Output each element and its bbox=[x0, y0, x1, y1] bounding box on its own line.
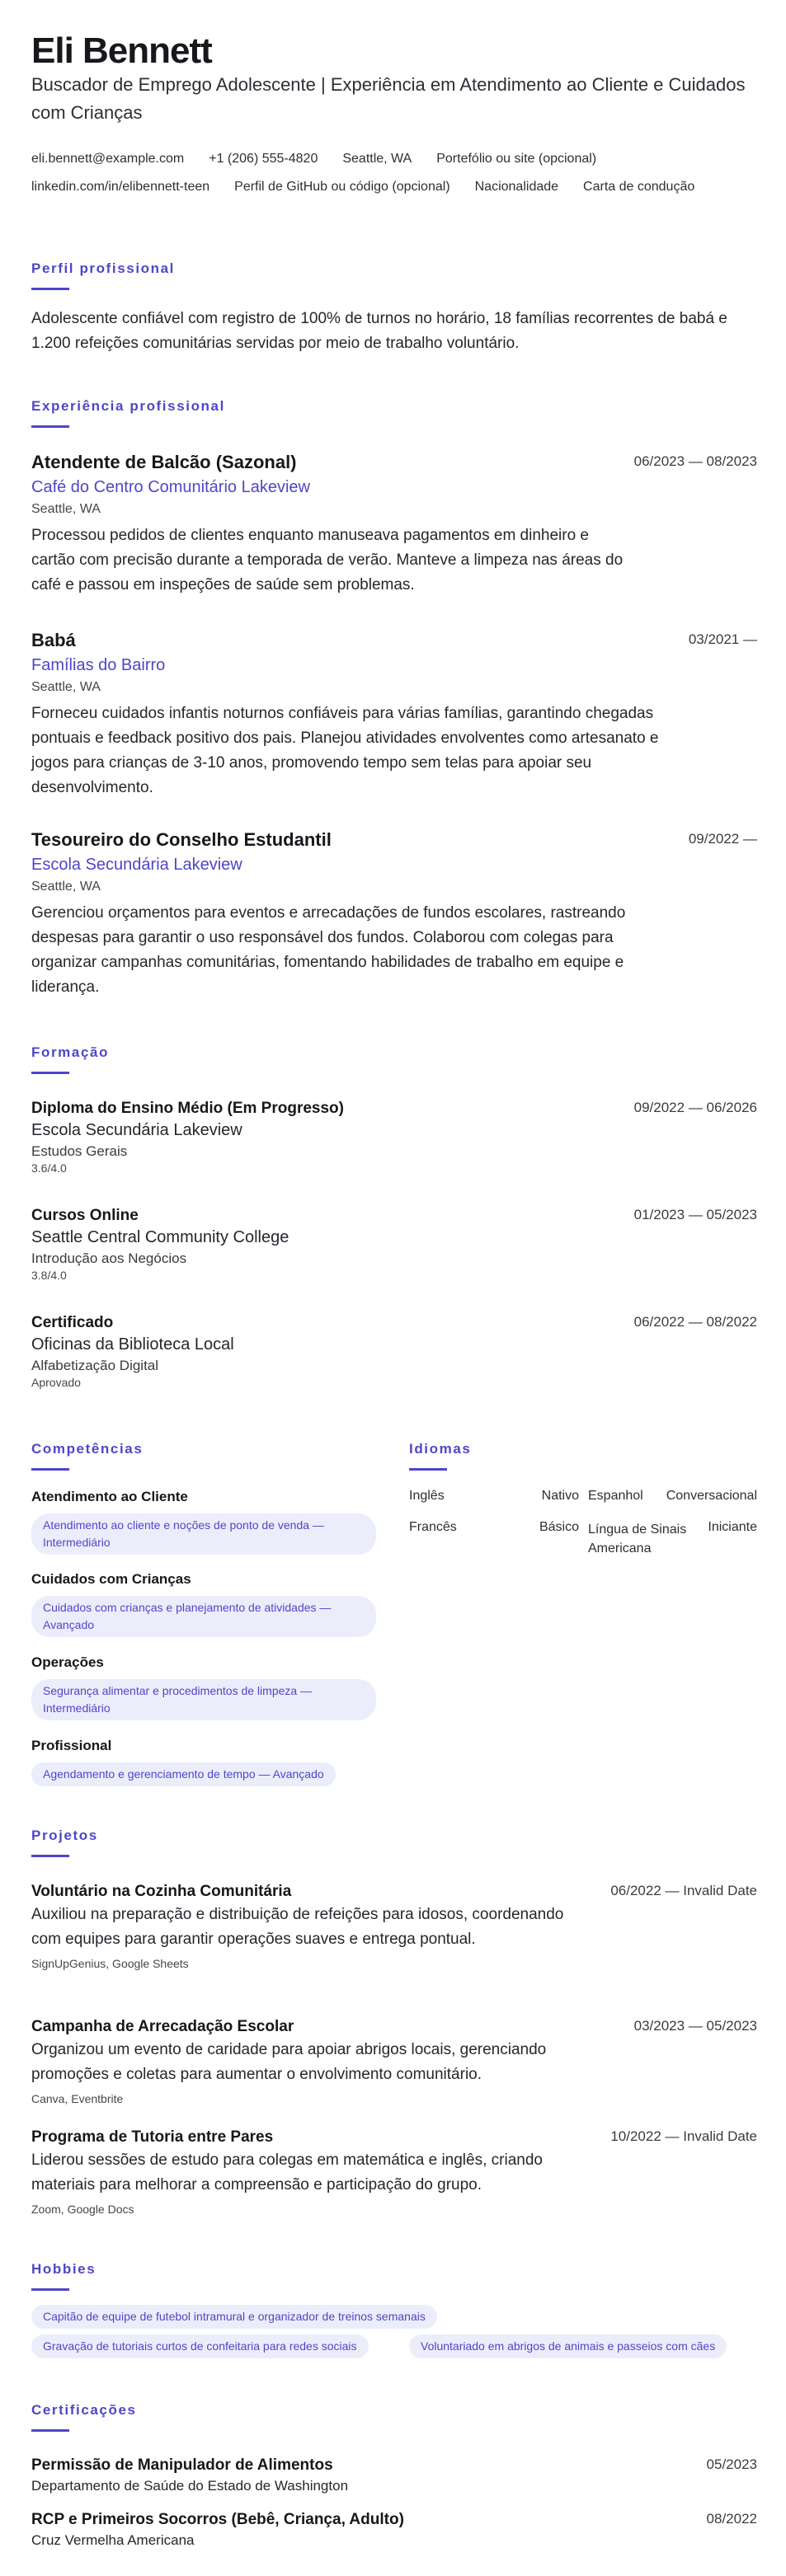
education-dates: 06/2022 — 08/2022 bbox=[633, 1314, 757, 1330]
certification-date: 05/2023 bbox=[706, 2456, 757, 2472]
contact-github[interactable]: Perfil de GitHub ou código (opcional) bbox=[234, 180, 450, 194]
language-level: Básico bbox=[539, 1520, 579, 1534]
section-rule bbox=[31, 425, 69, 428]
education-degree: Cursos Online bbox=[31, 1207, 139, 1224]
project-description: Liderou sessões de estudo para colegas em matemática e inglês, criando materiais para melhorar a compreensão e participação do grupo. bbox=[31, 2151, 543, 2194]
experience-role: Atendente de Balcão (Sazonal) bbox=[31, 452, 297, 472]
language-level: Conversacional bbox=[666, 1489, 757, 1503]
education-field: Estudos Gerais bbox=[31, 1143, 128, 1159]
contact-phone[interactable]: +1 (206) 555-4820 bbox=[209, 152, 318, 166]
education-degree: Certificado bbox=[31, 1314, 114, 1331]
project-name: Programa de Tutoria entre Pares bbox=[31, 2128, 274, 2146]
language-level: Iniciante bbox=[708, 1520, 757, 1534]
candidate-headline: Buscador de Emprego Adolescente | Experiência em Atendimento ao Cliente e Cuidados com Crianças bbox=[31, 74, 746, 123]
project-name: Campanha de Arrecadação Escolar bbox=[31, 2018, 294, 2035]
education-field: Alfabetização Digital bbox=[31, 1358, 159, 1373]
language-level: Nativo bbox=[541, 1489, 579, 1503]
project-description: Auxiliou na preparação e distribuição de refeições para idosos, coordenando com equipes para garantir operações suaves e entrega pontual. bbox=[31, 1906, 564, 1948]
project-item bbox=[31, 2128, 757, 2216]
experience-role: Babá bbox=[31, 630, 76, 650]
section-title-certifications: Certificações bbox=[31, 2402, 137, 2418]
project-tech: SignUpGenius, Google Sheets bbox=[31, 1957, 189, 1970]
contact-driving-license: Carta de condução bbox=[583, 180, 695, 194]
certification-name: RCP e Primeiros Socorros (Bebê, Criança, Adulto) bbox=[31, 2511, 404, 2528]
project-description: Organizou um evento de caridade para apoiar abrigos locais, gerenciando promoções e coletas para aumentar o envolvimento comunitário. bbox=[31, 2041, 547, 2083]
language-name: Francês bbox=[409, 1520, 457, 1534]
profile-summary: Adolescente confiável com registro de 100% de turnos no horário, 18 famílias recorrentes de babá e 1.200 refeições comunitárias servidas por meio de trabalho voluntário. bbox=[31, 310, 727, 352]
hobby-pill: Voluntariado em abrigos de animais e passeios com cães bbox=[409, 2334, 727, 2358]
experience-item bbox=[31, 630, 757, 800]
project-dates: 06/2022 — Invalid Date bbox=[610, 1883, 757, 1898]
experience-dates: 06/2023 — 08/2023 bbox=[633, 453, 757, 469]
skill-pill: Agendamento e gerenciamento de tempo — Avançado bbox=[31, 1762, 336, 1786]
project-item bbox=[31, 1883, 757, 1970]
skill-pill: Atendimento ao cliente e noções de ponto de venda — Intermediário bbox=[31, 1513, 376, 1555]
education-item bbox=[31, 1314, 757, 1389]
language-name: Espanhol bbox=[588, 1489, 643, 1503]
experience-description: Gerenciou orçamentos para eventos e arrecadações de fundos escolares, rastreando despesas para garantir o uso responsável dos fundos. Colaborou com colegas para organizar campanhas comunitárias, fomentando habilidades de trabalho em equipe e liderança. bbox=[31, 904, 626, 996]
education-degree: Diploma do Ensino Médio (Em Progresso) bbox=[31, 1100, 344, 1117]
skill-group bbox=[31, 1738, 378, 1786]
certification-name: Permissão de Manipulador de Alimentos bbox=[31, 2456, 333, 2474]
skill-category: Cuidados com Crianças bbox=[31, 1571, 191, 1587]
section-rule bbox=[31, 2429, 69, 2432]
experience-company: Famílias do Bairro bbox=[31, 656, 166, 674]
skill-pill: Cuidados com crianças e planejamento de atividades — Avançado bbox=[31, 1596, 376, 1637]
section-title-experience: Experiência profissional bbox=[31, 398, 225, 414]
education-score: 3.8/4.0 bbox=[31, 1269, 67, 1282]
education-field: Introdução aos Negócios bbox=[31, 1250, 187, 1266]
section-rule bbox=[31, 288, 69, 290]
education-school: Escola Secundária Lakeview bbox=[31, 1121, 242, 1139]
project-item bbox=[31, 2018, 757, 2105]
section-rule bbox=[31, 1855, 69, 1857]
experience-description: Processou pedidos de clientes enquanto manuseava pagamentos em dinheiro e cartão com precisão durante a temporada de verão. Manteve a limpeza nas áreas do café e passou em inspeções de saúde sem problemas. bbox=[31, 527, 624, 594]
section-rule bbox=[31, 1072, 69, 1074]
education-item bbox=[31, 1207, 757, 1282]
skill-group bbox=[31, 1654, 378, 1720]
section-title-skills: Competências bbox=[31, 1441, 144, 1457]
project-name: Voluntário na Cozinha Comunitária bbox=[31, 1883, 292, 1900]
education-school: Seattle Central Community College bbox=[31, 1228, 289, 1246]
contact-nationality: Nacionalidade bbox=[474, 180, 559, 194]
hobby-pill: Capitão de equipe de futebol intramural e organizador de treinos semanais bbox=[31, 2305, 437, 2329]
certification-item bbox=[31, 2456, 757, 2494]
education-score: 3.6/4.0 bbox=[31, 1161, 67, 1175]
contact-location: Seattle, WA bbox=[342, 152, 412, 166]
experience-description: Forneceu cuidados infantis noturnos confiáveis para várias famílias, garantindo chegadas pontuais e feedback positivo dos pais. Planejou atividades envolventes como artesanato e jogos para crianças de 3-10 anos, promovendo tempo sem telas para apoiar seu desenvolvimento. bbox=[31, 705, 659, 796]
project-dates: 10/2022 — Invalid Date bbox=[610, 2128, 757, 2144]
contact-linkedin[interactable]: linkedin.com/in/elibennett-teen bbox=[31, 180, 210, 194]
contact-portfolio[interactable]: Portefólio ou site (opcional) bbox=[436, 152, 597, 166]
section-title-profile: Perfil profissional bbox=[31, 260, 175, 276]
skill-group bbox=[31, 1489, 378, 1555]
project-dates: 03/2023 — 05/2023 bbox=[633, 2018, 757, 2034]
section-title-languages: Idiomas bbox=[409, 1441, 472, 1457]
language-name: Inglês bbox=[409, 1489, 445, 1503]
experience-dates: 09/2022 — bbox=[688, 831, 757, 847]
certification-date: 08/2022 bbox=[706, 2511, 757, 2527]
hobby-pill: Gravação de tutoriais curtos de confeitaria para redes sociais bbox=[31, 2334, 369, 2358]
education-dates: 09/2022 — 06/2026 bbox=[633, 1100, 757, 1115]
certification-item bbox=[31, 2511, 757, 2549]
project-tech: Canva, Eventbrite bbox=[31, 2092, 124, 2105]
section-rule bbox=[409, 1468, 447, 1471]
skill-category: Atendimento ao Cliente bbox=[31, 1489, 188, 1504]
certification-issuer: Departamento de Saúde do Estado de Washington bbox=[31, 2478, 349, 2494]
skill-category: Profissional bbox=[31, 1738, 112, 1753]
experience-dates: 03/2021 — bbox=[688, 631, 757, 647]
experience-company: Café do Centro Comunitário Lakeview bbox=[31, 478, 310, 496]
experience-item bbox=[31, 829, 757, 1000]
language-name: Língua de Sinais Americana bbox=[588, 1523, 687, 1555]
experience-location: Seattle, WA bbox=[31, 680, 101, 694]
skill-category: Operações bbox=[31, 1654, 104, 1670]
experience-location: Seattle, WA bbox=[31, 502, 101, 516]
experience-role: Tesoureiro do Conselho Estudantil bbox=[31, 829, 332, 850]
education-school: Oficinas da Biblioteca Local bbox=[31, 1335, 234, 1354]
section-title-hobbies: Hobbies bbox=[31, 2261, 96, 2277]
section-title-education: Formação bbox=[31, 1044, 110, 1060]
candidate-name: Eli Bennett bbox=[31, 30, 212, 71]
contact-email[interactable]: eli.bennett@example.com bbox=[31, 152, 185, 166]
certification-issuer: Cruz Vermelha Americana bbox=[31, 2532, 195, 2548]
section-title-projects: Projetos bbox=[31, 1828, 98, 1843]
section-rule bbox=[31, 1468, 69, 1471]
experience-company: Escola Secundária Lakeview bbox=[31, 856, 242, 874]
education-score: Aprovado bbox=[31, 1376, 81, 1389]
skill-pill: Segurança alimentar e procedimentos de limpeza — Intermediário bbox=[31, 1679, 376, 1720]
skill-group bbox=[31, 1571, 378, 1637]
contact-list bbox=[31, 145, 757, 201]
section-rule bbox=[31, 2288, 69, 2291]
experience-location: Seattle, WA bbox=[31, 880, 101, 894]
education-item bbox=[31, 1100, 757, 1175]
project-tech: Zoom, Google Docs bbox=[31, 2203, 134, 2216]
experience-item bbox=[31, 452, 757, 598]
education-dates: 01/2023 — 05/2023 bbox=[633, 1207, 757, 1222]
